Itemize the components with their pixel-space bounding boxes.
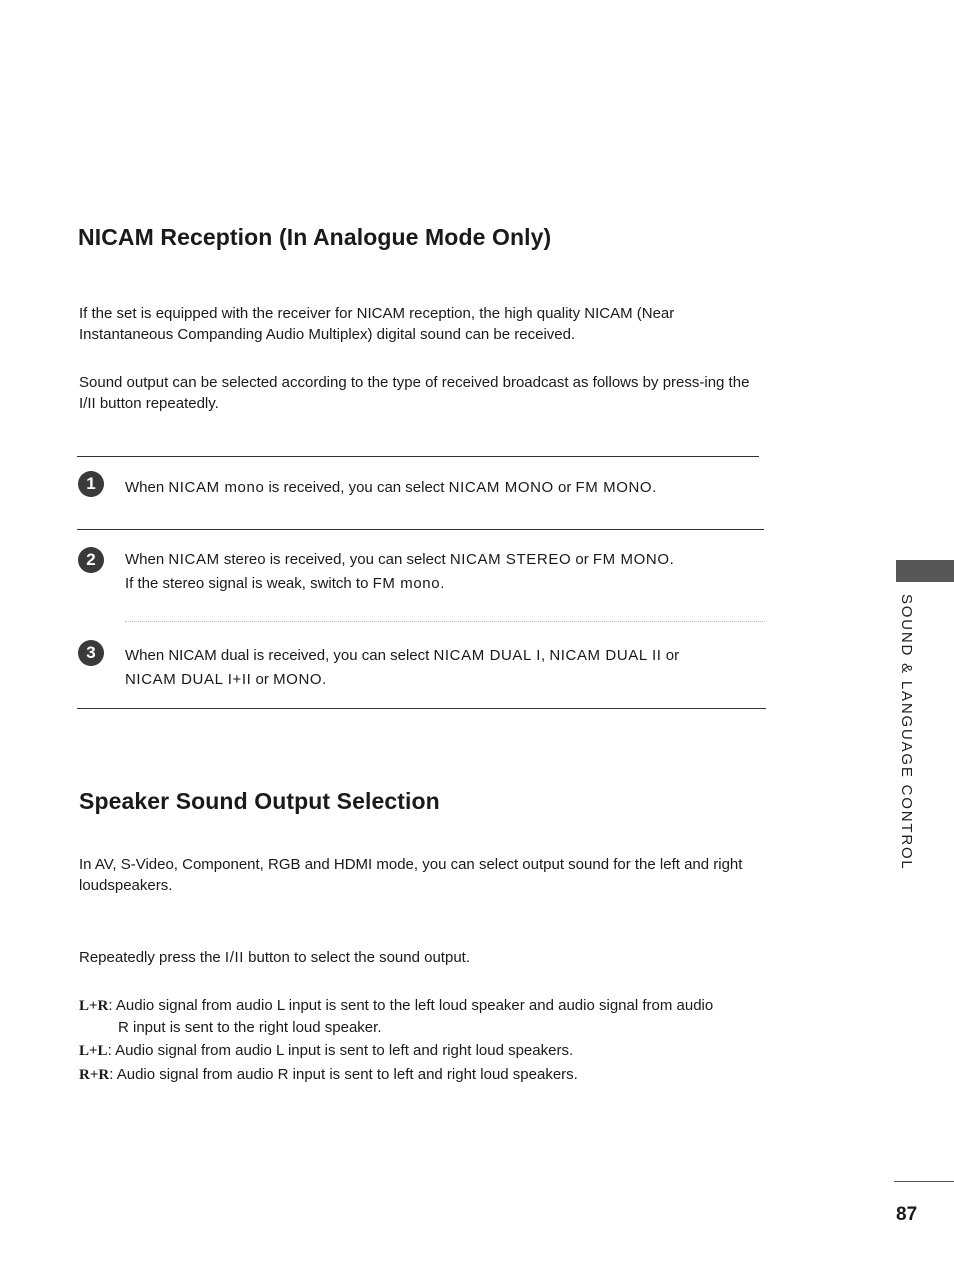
keyword-fm-mono-option: FM MONO	[592, 551, 670, 568]
mode-description: Audio signal from audio L input is sent to left and right loud speakers.	[111, 1042, 574, 1059]
text-fragment: stereo is received, you can select	[219, 551, 450, 568]
keyword-nicam-dual-ii: NICAM DUAL II	[549, 647, 662, 664]
mode-term: L+L	[79, 1043, 108, 1059]
step-2-text	[125, 548, 674, 596]
keyword-nicam-stereo-option: NICAM STEREO	[449, 551, 572, 568]
step-number-3: 3	[78, 640, 104, 666]
text-fragment: or	[661, 647, 680, 664]
section-title-speaker: Speaker Sound Output Selection	[79, 788, 440, 814]
keyword-mono: MONO	[273, 671, 323, 688]
text-fragment: .	[440, 575, 445, 592]
mode-definition-ll	[79, 1040, 769, 1062]
keyword-i-ii-button: I/II	[224, 949, 244, 966]
keyword-nicam-dual-i-ii: NICAM DUAL I+II	[125, 671, 252, 688]
nicam-selection-paragraph: Sound output can be selected according to the type of received broadcast as follows by press-ing the I/II button repeatedly.	[79, 374, 750, 412]
section-title-nicam: NICAM Reception (In Analogue Mode Only)	[78, 224, 552, 250]
mode-term: L+R	[79, 998, 109, 1014]
text-fragment: or	[571, 551, 593, 568]
divider	[77, 708, 766, 709]
keyword-nicam-mono: NICAM mono	[168, 479, 265, 496]
text-fragment: .	[669, 551, 674, 568]
divider	[77, 529, 764, 530]
text-fragment: If the stereo signal is weak, switch to	[125, 575, 373, 592]
text-fragment: Repeatedly press the	[79, 949, 225, 966]
text-fragment: ,	[540, 647, 550, 664]
mode-term: R+R	[79, 1067, 110, 1083]
mode-description-continued: R input is sent to the right loud speaker.	[118, 1019, 382, 1036]
text-fragment: .	[652, 479, 657, 496]
text-fragment: :	[109, 1066, 114, 1083]
text-fragment: is received, you can select	[264, 479, 449, 496]
text-fragment: When	[125, 479, 169, 496]
keyword-fm-mono-option: FM MONO	[575, 479, 653, 496]
text-fragment: When	[125, 551, 169, 568]
text-fragment: :	[107, 1042, 112, 1059]
text-fragment: or	[553, 479, 576, 496]
divider	[77, 456, 759, 457]
nicam-intro-paragraph: If the set is equipped with the receiver for NICAM reception, the high quality NICAM (Near Instantaneous Companding Audio Multiplex) digital sound can be received.	[79, 305, 675, 343]
speaker-intro-paragraph: In AV, S-Video, Component, RGB and HDMI mode, you can select output sound for the left and right loudspeakers.	[79, 856, 743, 894]
chapter-side-label: SOUND & LANGUAGE CONTROL	[898, 594, 915, 871]
step-1-text	[125, 476, 656, 500]
step-number-1: 1	[78, 471, 104, 497]
text-fragment: button to select the sound output.	[244, 949, 470, 966]
page-number-rule	[894, 1181, 954, 1182]
keyword-nicam: NICAM	[168, 551, 220, 568]
chapter-tab-marker	[896, 560, 954, 582]
keyword-nicam-dual-i: NICAM DUAL I	[433, 647, 541, 664]
text-fragment: :	[108, 997, 113, 1014]
step-3-text	[125, 644, 679, 692]
mode-definition-rr	[79, 1064, 769, 1086]
text-fragment: When NICAM dual is received, you can select	[125, 647, 434, 664]
keyword-fm-mono: FM mono	[372, 575, 441, 592]
mode-description: Audio signal from audio R input is sent to left and right loud speakers.	[113, 1066, 578, 1083]
page-number: 87	[896, 1204, 918, 1225]
keyword-nicam-mono-option: NICAM MONO	[448, 479, 554, 496]
speaker-instruction	[79, 947, 769, 968]
step-number-2: 2	[78, 547, 104, 573]
text-fragment: .	[322, 671, 327, 688]
mode-description: Audio signal from audio L input is sent to the left loud speaker and audio signal from audio	[112, 997, 714, 1014]
dotted-divider	[125, 621, 765, 622]
mode-definition-lr	[79, 995, 769, 1038]
text-fragment: or	[251, 671, 274, 688]
